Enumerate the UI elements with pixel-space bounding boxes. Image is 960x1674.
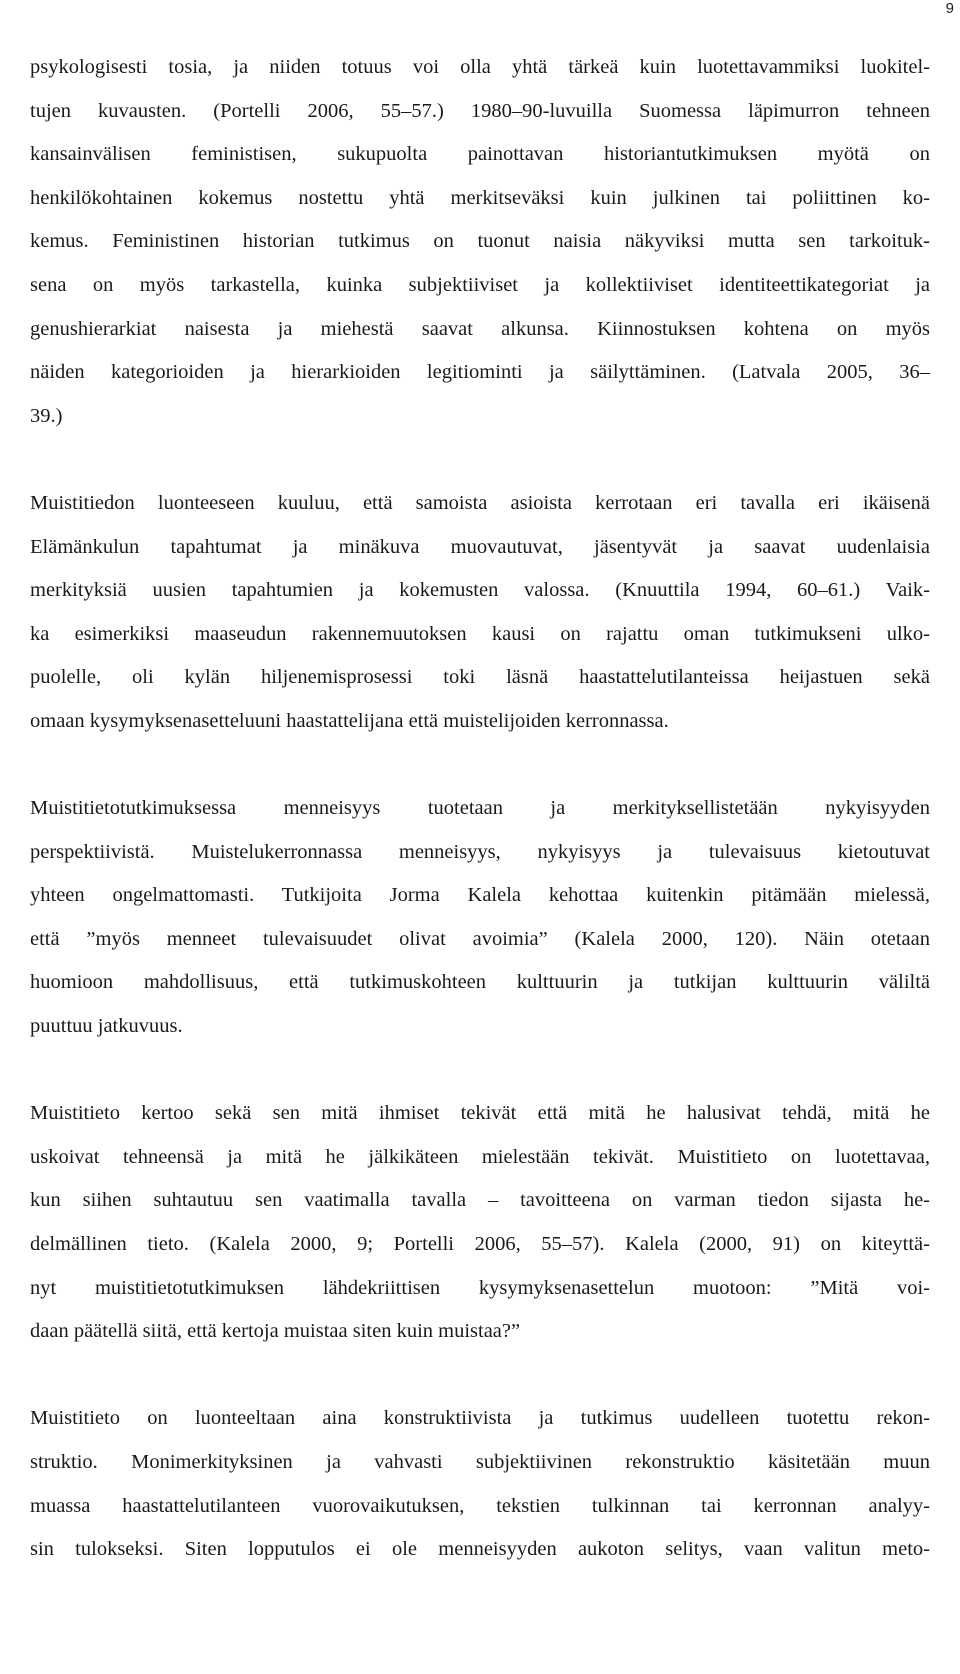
text-line: omaan kysymyksenasetteluuni haastattelijana että muistelijoiden kerronnassa. xyxy=(30,709,669,732)
text-line: näiden kategorioiden ja hierarkioiden legitiominti ja säilyttäminen. (Latvala 2005, 36– xyxy=(30,361,930,384)
text-line: ka esimerkiksi maaseudun rakennemuutoksen kausi on rajattu oman tutkimukseni ulko- xyxy=(30,622,930,645)
text-line: genushierarkiat naisesta ja miehestä saavat alkunsa. Kiinnostuksen kohtena on myös xyxy=(30,317,930,340)
paragraph-gap xyxy=(30,1049,930,1093)
text-line: tujen kuvausten. (Portelli 2006, 55–57.) 1980–90-luvuilla Suomessa läpimurron tehneen xyxy=(30,99,930,122)
text-line: huomioon mahdollisuus, että tutkimuskohteen kulttuurin ja tutkijan kulttuurin väliltä xyxy=(30,971,930,994)
paragraph xyxy=(30,1092,930,1354)
text-line: merkityksiä uusien tapahtumien ja kokemusten valossa. (Knuuttila 1994, 60–61.) Vaik- xyxy=(30,579,930,602)
text-line: Muistitiedon luonteeseen kuuluu, että samoista asioista kerrotaan eri tavalla eri ikäisenä xyxy=(30,491,930,514)
text-line: Muistitieto kertoo sekä sen mitä ihmiset tekivät että mitä he halusivat tehdä, mitä he xyxy=(30,1102,930,1125)
text-line: yhteen ongelmattomasti. Tutkijoita Jorma Kalela kehottaa kuitenkin pitämään mielessä, xyxy=(30,884,930,907)
text-line: struktio. Monimerkityksinen ja vahvasti subjektiivinen rekonstruktio käsitetään muun xyxy=(30,1451,930,1473)
text-line: perspektiivistä. Muistelukerronnassa menneisyys, nykyisyys ja tulevaisuus kietoutuvat xyxy=(30,840,930,863)
text-line: Muistitietotutkimuksessa menneisyys tuotetaan ja merkityksellistetään nykyisyyden xyxy=(30,797,930,820)
text-line: puuttuu jatkuvuus. xyxy=(30,1015,183,1038)
text-line: henkilökohtainen kokemus nostettu yhtä merkitseväksi kuin julkinen tai poliittinen ko- xyxy=(30,186,930,209)
text-line: että ”myös menneet tulevaisuudet olivat avoimia” (Kalela 2000, 120). Näin otetaan xyxy=(30,927,930,950)
paragraph xyxy=(30,1397,930,1571)
text-line: kun siihen suhtautuu sen vaatimalla tavalla – tavoitteena on varman tiedon sijasta he- xyxy=(30,1189,930,1212)
text-line: sin tulokseksi. Siten lopputulos ei ole menneisyyden aukoton selitys, vaan valitun meto- xyxy=(30,1538,930,1561)
page-number: 9 xyxy=(945,0,954,17)
text-line: uskoivat tehneensä ja mitä he jälkikäteen mielestään tekivät. Muistitieto on luotettavaa, xyxy=(30,1145,930,1168)
paragraph-gap xyxy=(30,438,930,482)
text-line: Elämänkulun tapahtumat ja minäkuva muovautuvat, jäsentyvät ja saavat uudenlaisia xyxy=(30,535,930,558)
text-line: delmällinen tieto. (Kalela 2000, 9; Portelli 2006, 55–57). Kalela (2000, 91) on kiteyttä- xyxy=(30,1233,930,1256)
text-line: kemus. Feministinen historian tutkimus on tuonut naisia näkyviksi mutta sen tarkoituk- xyxy=(30,230,930,253)
document-body xyxy=(30,46,930,1572)
paragraph-gap xyxy=(30,744,930,788)
paragraph-gap xyxy=(30,1354,930,1398)
text-line: sena on myös tarkastella, kuinka subjektiiviset ja kollektiiviset identiteettikategoriat ja xyxy=(30,273,930,296)
paragraph xyxy=(30,482,930,744)
text-line: puolelle, oli kylän hiljenemisprosessi toki läsnä haastattelutilanteissa heijastuen sekä xyxy=(30,666,930,689)
paragraph xyxy=(30,46,930,438)
paragraph xyxy=(30,787,930,1049)
text-line: daan päätellä siitä, että kertoja muistaa siten kuin muistaa?” xyxy=(30,1320,521,1343)
text-line: 39.) xyxy=(30,404,63,427)
text-line: kansainvälisen feministisen, sukupuolta painottavan historiantutkimuksen myötä on xyxy=(30,143,930,166)
text-line: Muistitieto on luonteeltaan aina konstruktiivista ja tutkimus uudelleen tuotettu rekon- xyxy=(30,1407,930,1430)
text-line: psykologisesti tosia, ja niiden totuus voi olla yhtä tärkeä kuin luotettavammiksi luokitel- xyxy=(30,56,930,78)
text-line: nyt muistitietotutkimuksen lähdekriittisen kysymyksenasettelun muotoon: ”Mitä voi- xyxy=(30,1276,930,1299)
text-line: muassa haastattelutilanteen vuorovaikutuksen, tekstien tulkinnan tai kerronnan analyy- xyxy=(30,1494,930,1517)
